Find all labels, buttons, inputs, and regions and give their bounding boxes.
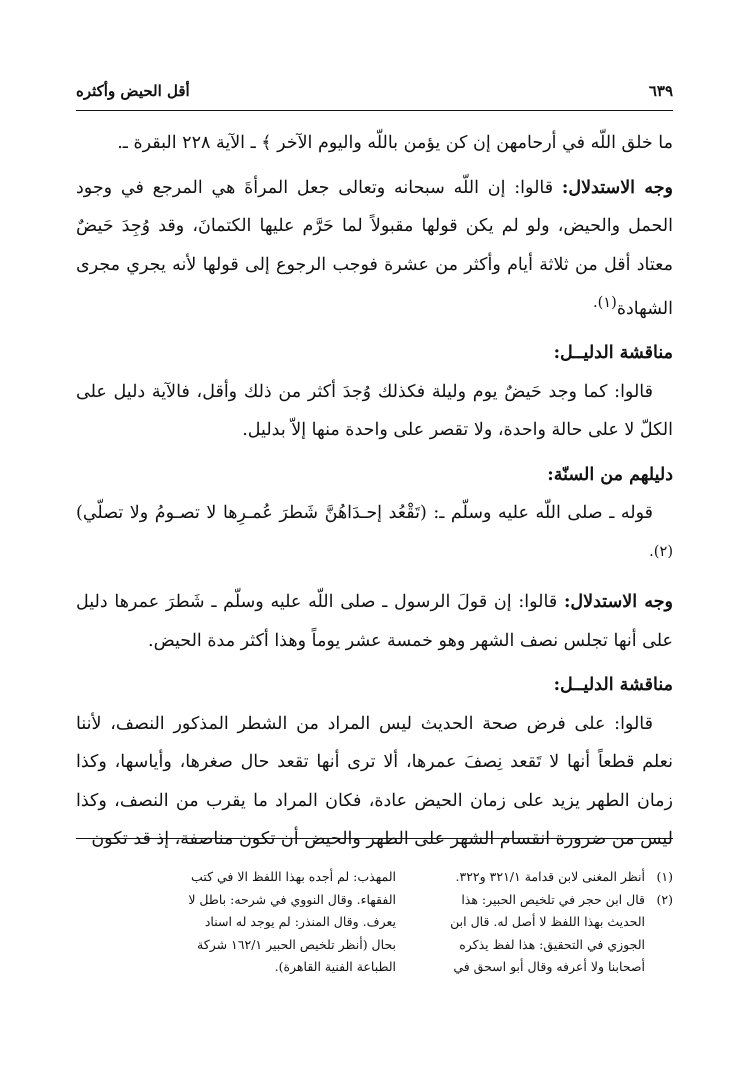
footnote-1 [353,866,673,889]
verse-continuation: ما خلق اللّه في أرحامهن إن كن يؤمن باللّه واليوم الآخر ﴾ ـ الآية ٢٢٨ البقرة ـ. [117,133,673,153]
footnote-2-line-3: الجوزي في التحقيق: هذا لفظ يذكره [459,936,645,952]
footnote-2-cont-line-3: يعرف. وقال المنذر: لم يوجد له اسناد [204,914,396,929]
istidlal-text-1: قالوا: إن اللّه سبحانه وتعالى جعل المرأةَ هي المرجع في وجود الحمل والحيض، ولو لم يكن قولها مقبولاً لما حَرَّم عليها الكتمانَ، وقد وُجِدَ حَيضٌ معتاد أقل من ثلاثة أيام وأكثر من عشرة فوجب الرجوع إلى قولها لأنه يجري مجرى الشهادة [76,177,673,319]
footnote-1-number: (١) [656,869,673,884]
sunna-heading: دليلهم من السنّة: [547,464,673,485]
footnote-2-line-4: أصحابنا ولا أعرفه وقال أبو اسحق في [453,959,645,974]
footnote-2-line-2: الحديث بهذا اللفظ لا أصل له. قال ابن [450,914,645,929]
footnote-2-number: (٢) [656,891,673,907]
page-header [76,80,673,111]
footnote-2-line-1 [353,889,673,912]
istidlal-label-2: وجه الاستدلال: [563,592,673,613]
footnote-2-cont-line-2: الفقهاء. وقال النووي في شرحه: باطل لا [188,891,396,907]
munaqasha-text-1: قالوا: كما وجد حَيضٌ يوم وليلة فكذلك وُجدَ أكثر من ذلك وأقل، فالآية دليل على الكلّ لا على حالة واحدة، ولا تقصر على واحدة منها إلاّ بدليل. [76,381,673,441]
istidlal-paragraph-2 [76,583,673,660]
running-title: أقل الحيض وأكثره [76,82,190,100]
page-number: ٦٣٩ [648,82,673,100]
footnote-1-text: أنظر المغنى لابن قدامة ٣٢١/١ و٣٢٢. [455,869,645,884]
munaqasha-text-2: قالوا: على فرض صحة الحديث ليس المراد من الشطر المذكور النصف، لأننا نعلم قطعاً أنها لا تَقعد نِصفَ عمرها، ألا ترى أنها تقعد حال صغرها، وأياسها، وكذا زمان الطهر يزيد على زمان الحيض عادة، فكان المراد ما يقرب من النصف، وكذا ليس من ضرورة انقسام الشهر على الطهر والحيض أن تكون مناصفة، إذ قد تكون [76,713,673,850]
istidlal-label-1: وجه الاستدلال: [561,177,674,198]
footnote-2-text-1: قال ابن حجر في تلخيص الحبير: هذا [461,891,645,907]
footnote-ref-1: (١). [592,294,617,311]
hadith-text: قوله ـ صلى اللّه عليه وسلّم ـ: (تَقْعُد إحـدَاهُنَّ شَطرَ عُمـرِها لا تصـومُ ولا تصلّي) [76,503,653,524]
hadith-paragraph [76,494,673,577]
main-text [76,124,673,859]
istidlal-paragraph-1 [76,169,673,329]
istidlal-text-2: قالوا: إن قولَ الرسول ـ صلى اللّه عليه وسلّم ـ شَطرَ عمرها دليل على أنها تجلس نصف الشهر وهو خمسة عشر يوماً وهذا أكثر مدة الحيض. [76,592,673,651]
munaqasha-heading-1: مناقشة الدليــل: [553,343,673,364]
munaqasha-heading-2: مناقشة الدليــل: [553,675,673,696]
footnote-2-cont-line-5: الطباعة الفنية القاهرة). [274,959,396,974]
footnote-divider [76,838,673,839]
footnote-ref-2: (٢). [649,542,673,560]
footnotes-column-left [76,866,396,979]
footnotes-column-right [353,866,673,979]
footnote-2-cont-line-1: المهذب: لم أجده بهذا اللفظ الا في كتب [191,869,396,884]
footnote-2-cont-line-4: بحال (أنظر تلخيص الحبير ١٦٢/١ شركة [197,936,396,952]
